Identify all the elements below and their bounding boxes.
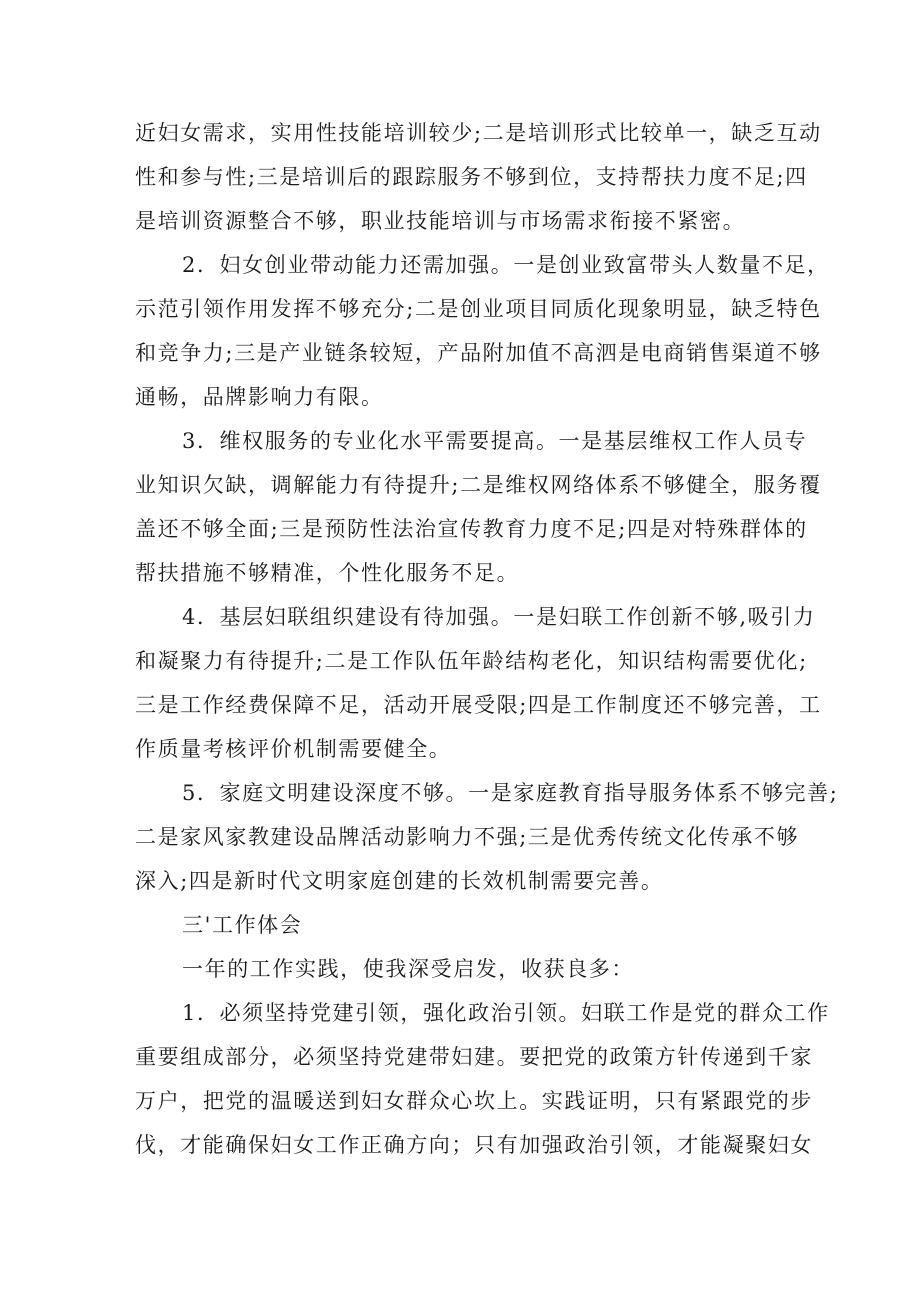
paragraph-line: 作质量考核评价机制需要健全。 — [135, 737, 452, 761]
paragraph-line: 近妇女需求，实用性技能培训较少;二是培训形式比较单一，缺乏互动 — [135, 121, 822, 145]
paragraph-line: 帮扶措施不够精准，个性化服务不足。 — [135, 561, 520, 585]
paragraph-line: 1．必须坚持党建引领，强化政治引领。妇联工作是党的群众工作 — [182, 1001, 830, 1025]
paragraph-line: 和凝聚力有待提升;二是工作队伍年龄结构老化，知识结构需要优化; — [135, 649, 808, 673]
paragraph-line: 3．维权服务的专业化水平需要提高。一是基层维权工作人员专 — [182, 429, 808, 453]
paragraph-line: 4．基层妇联组织建设有待加强。一是妇联工作创新不够,吸引力 — [182, 605, 816, 629]
paragraph-line: 重要组成部分，必须坚持党建带妇建。要把党的政策方针传递到千家 — [135, 1045, 813, 1069]
paragraph-line: 和竞争力;三是产业链条较短，产品附加值不高泗是电商销售渠道不够 — [135, 341, 822, 365]
paragraph-line: 示范引领作用发挥不够充分;二是创业项目同质化现象明显，缺乏特色 — [135, 297, 822, 321]
section-heading: 三'工作体会 — [182, 913, 303, 937]
paragraph-line: 二是家风家教建设品牌活动影响力不强;三是优秀传统文化传承不够 — [135, 825, 800, 849]
paragraph-line: 是培训资源整合不够，职业技能培训与市场需求衔接不紧密。 — [135, 209, 746, 233]
paragraph-line: 深入;四是新时代文明家庭创建的长效机制需要完善。 — [135, 869, 664, 893]
paragraph-line: 三是工作经费保障不足，活动开展受限;四是工作制度还不够完善，工 — [135, 693, 822, 717]
paragraph-line: 万户，把党的温暖送到妇女群众心坎上。实践证明，只有紧跟党的步 — [135, 1089, 813, 1113]
section-intro: 一年的工作实践，使我深受启发，收获良多： — [182, 957, 634, 981]
paragraph-line: 5．家庭文明建设深度不够。一是家庭教育指导服务体系不够完善; — [182, 781, 839, 805]
paragraph-line: 性和参与性;三是培训后的跟踪服务不够到位，支持帮扶力度不足;四 — [135, 165, 808, 189]
paragraph-line: 2．妇女创业带动能力还需加强。一是创业致富带头人数量不足， — [182, 253, 830, 277]
paragraph-line: 伐，才能确保妇女工作正确方向；只有加强政治引领，才能凝聚妇女 — [135, 1133, 813, 1157]
paragraph-line: 盖还不够全面;三是预防性法治宣传教育力度不足;四是对特殊群体的 — [135, 517, 808, 541]
paragraph-line: 业知识欠缺，调解能力有待提升;二是维权网络体系不够健全，服务覆 — [135, 473, 822, 497]
paragraph-line: 通畅，品牌影响力有限。 — [135, 385, 384, 409]
